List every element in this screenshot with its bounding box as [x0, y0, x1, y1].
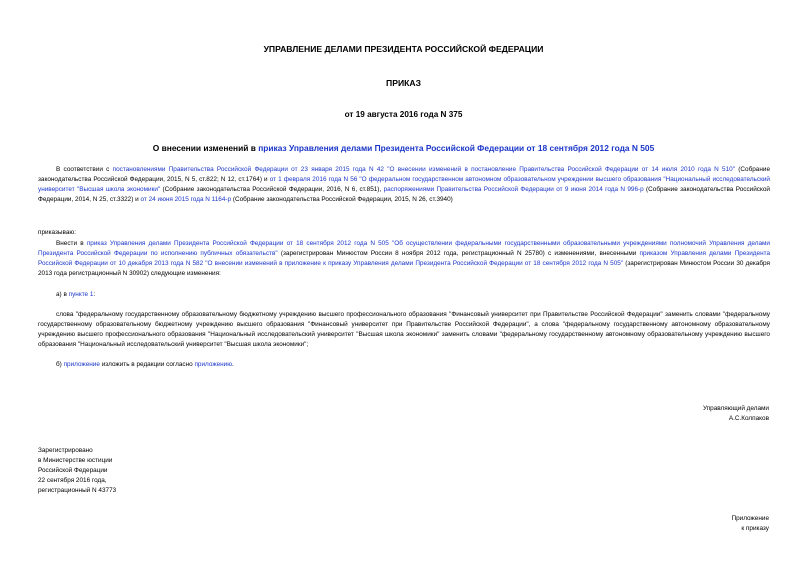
order-link-1164[interactable]: от 24 июня 2015 года N 1164-р: [140, 196, 232, 203]
body-text: Внести в: [56, 240, 87, 247]
decree-link-42[interactable]: постановлениями Правительства Российской Федерации от 23 января 2015 года N 42 "О внесении изменений в постановление Правительства Российской Федерации от 14 июля 2010 года N 510": [112, 166, 735, 173]
signature-position: Управляющий делами: [702, 405, 769, 412]
subject-title: [0, 143, 807, 153]
item-a-text: :: [93, 291, 96, 298]
registration-line: в Министерстве юстиции: [38, 457, 113, 464]
signature-name: А.С.Колпаков: [728, 415, 769, 422]
appendix-line: Приложение: [731, 515, 769, 522]
item-b-text: изложить в редакции согласно: [99, 361, 195, 368]
preamble-text: В соответствии с: [56, 166, 113, 173]
registration-line: 22 сентября 2016 года,: [38, 477, 107, 484]
doc-type-heading: ПРИКАЗ: [386, 78, 421, 88]
decree-link-56[interactable]: от 1 февраля 2016 года N 56 "О федеральном государственном автономном образовательном учреждении высшего образования "Национальный исследовательский университет "Высшая школа экономики": [38, 176, 771, 193]
order-505-link[interactable]: приказ Управления делами Президента Российской Федерации от 18 сентября 2012 года N 505 "Об осуществлении федеральными государственными образовательными учреждениями полномочий Управления делами Президента Российской Федерации по исполнению публичных обязательств": [38, 240, 771, 257]
item-b-text: б): [56, 361, 64, 368]
appendix-line: к приказу: [741, 525, 769, 532]
subject-prefix: О внесении изменений в: [152, 143, 259, 153]
preamble-text: (Собрание законодательства Российской Федерации, 2016, N 6, ст.851),: [160, 186, 384, 193]
order-link-996[interactable]: распоряжениями Правительства Российской Федерации от 9 июня 2014 года N 996-р: [383, 186, 644, 193]
item-a: [56, 290, 770, 300]
registration-line: Российской Федерации: [38, 467, 108, 474]
body-paragraph: [38, 239, 770, 279]
order-582-link[interactable]: приказом Управления делами Президента Российской Федерации от 10 декабря 2013 года N 582 "О внесении изменений в приложение к приказу Управления делами Президента Российской Федерации от 18 сентября 2012 года N 505": [38, 250, 771, 267]
item-b-text: .: [232, 361, 234, 368]
item-a-content: слова "федеральному государственному образовательному бюджетному учреждению высшего профессионального образования "Финансовый университет при Правительстве Российской Федерации" заменить словами "федеральному государственному образовательному бюджетному учреждению высшего образования "Финансовый университет при Правительстве Российской Федерации", а слова "федеральному государственному автономному образовательному учреждению высшего профессионального образования "Национальный исследовательский университет "Высшая школа экономики" заменить словами "федеральному государственному автономному образовательному учреждению высшего образования "Национальный исследовательский университет "Высшая школа экономики";: [38, 311, 770, 348]
preamble-text: (Собрание законодательства Российской Федерации, 2015, N 26, ст.3940): [231, 196, 453, 203]
agency-heading: УПРАВЛЕНИЕ ДЕЛАМИ ПРЕЗИДЕНТА РОССИЙСКОЙ ФЕДЕРАЦИИ: [263, 44, 544, 54]
subject-link[interactable]: приказ Управления делами Президента Российской Федерации от 18 сентября 2012 года N 505: [258, 143, 655, 153]
registration-line: регистрационный N 43773: [38, 487, 117, 494]
preamble-text: (Собрание законодательства Российской Федерации, 2014, N 25, ст.3322) и: [38, 186, 770, 203]
body-text: (зарегистрирован Минюстом России 8 ноября 2012 года, регистрационный N 25780) с изменениями, внесенными: [277, 250, 640, 257]
registration-line: Зарегистрировано: [38, 447, 93, 454]
date-number: от 19 августа 2016 года N 375: [344, 110, 463, 119]
item-a-text: а) в: [56, 291, 69, 298]
signature-block: [703, 404, 769, 424]
point-1-link[interactable]: пункте 1: [68, 291, 94, 298]
order-word: приказываю:: [38, 229, 76, 236]
item-b: [56, 360, 770, 370]
registration-block: [38, 446, 116, 496]
appendix-link[interactable]: приложение: [63, 361, 100, 368]
preamble-paragraph: [38, 165, 770, 205]
body-text: (зарегистрирован Минюстом России 30 декабря 2013 года регистрационный N 30902) следующие изменения:: [38, 260, 770, 277]
appendix-link-2[interactable]: приложению: [194, 361, 233, 368]
preamble-text: (Собрание законодательства Российской Федерации, 2015, N 5, ст.822; N 12, ст.1764) и: [38, 166, 771, 183]
appendix-block: [732, 514, 769, 534]
